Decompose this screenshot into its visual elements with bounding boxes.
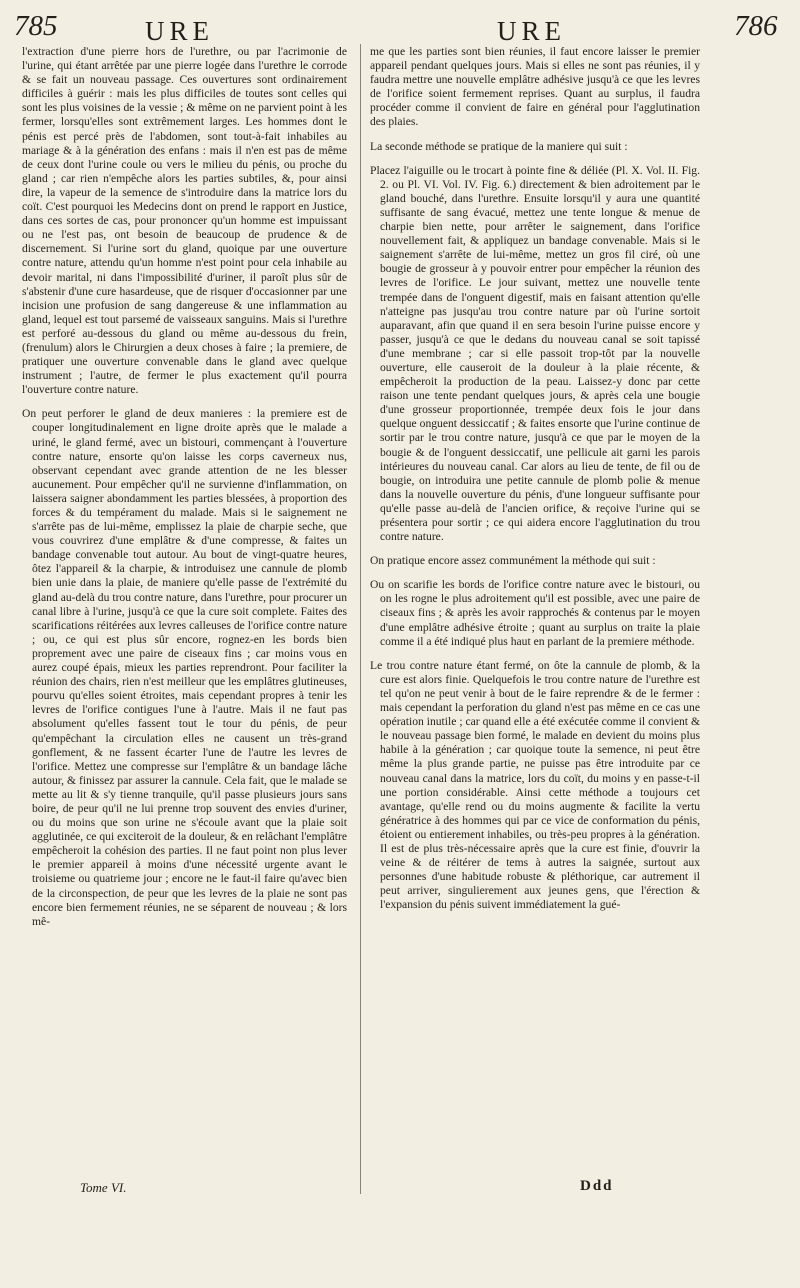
header-word-right: URE bbox=[497, 16, 566, 46]
paragraph: On peut perforer le gland de deux manieres : la premiere est de couper longitudinalement en ligne droite après que le malade a uriné, le gland fermé, avec un bistouri, commençant à l'ouverture contre nature, ensorte qu'on laisse les corps caverneux nus, observant cependant avec grande attention de ne les blesser aucunement. Pour empêcher qu'il ne survienne d'inflammation, on laissera saigner abondamment les parties blessées, à proportion des forces & du tempérament du malade. Mais si le saignement ne s'arrête pas de lui-même, emplissez la plaie de charpie seche, que vous couvrirez d'une emplâtre & d'une compresse, & faites un bandage convenable tout autour. Au bout de vingt-quatre heures, ôtez l'appareil & la charpie, & introduisez une cannule de plomb bien unie dans la plaie, de maniere qu'elle passe de l'extrémité du gland au-delà du trou contre nature, dans l'urethre, pour procurer un canal libre à l'urine, jusqu'à ce que la cure soit complete. Faites des scarifications réitérées aux levres calleuses de l'orifice contre nature ; ou, ce qui est plus sûr encore, rognez-en les bords bien proprement avec une paire de ciseaux fins ; car moins vous en aurez coupé épais, mieux les parties reprendront. Pour faciliter la réunion des chairs, rien n'est meilleur que les emplâtres glutineuses, pourvu qu'elles soient étroites, mais cependant propres à tenir les levres de l'orifice contigues l'une à l'autre. Mais il ne faut pas absolument qu'elles fassent tout le tour du pénis, de peur qu'empêchant la circulation elles ne causent un très-grand gonflement, & ne fassent écarter l'une de l'autre les levres de l'orifice. Mettez une compresse sur l'emplâtre & un bandage lâche autour, & finissez par assurer la cannule. Cela fait, que le malade se mette au lit & s'y tienne tranquile, qu'il passe plusieurs jours sans boire, de peur qu'il ne lui prenne trop souvent des envies d'uriner, ou du moins que son urine ne s'écoule avant que la plaie soit agglutinée, ce qui exciteroit de la douleur, & en relâchant l'emplâtre empêcheroit la cohésion des parties. Il ne faut point non plus lever le premier appareil à moins d'une nécessité urgente avant le troisieme ou quatrieme jour ; encore ne le faut-il faire qu'avec bien de la circonspection, de peur que les levres de la plaie ne sont pas encore bien fermement réunies, ne se séparent de nouveau ; & lors mê- bbox=[22, 407, 347, 928]
signature-mark: Ddd bbox=[580, 1178, 614, 1194]
right-column bbox=[370, 45, 700, 922]
left-column bbox=[22, 45, 347, 939]
paragraph: Placez l'aiguille ou le trocart à pointe fine & déliée (Pl. X. Vol. II. Fig. 2. ou Pl. VI. Vol. IV. Fig. 6.) directement & bien adroitement par le gland bouché, dans l'urethre. Ensuite lorsqu'il y aura une quantité suffisante de sang évacué, mettez une tente longue & menue de charpie bien nette, pour arrêter le saignement, dans l'orifice nouvellement fait, & appliquez un bandage convenable. Mais si le saignement s'arrête de lui-même, mettez un gros fil ciré, où une bougie de grosseur à y pouvoir entrer pour empêcher la réunion des levres de l'orifice. Le jour suivant, mettez une nouvelle tente trempée dans de l'onguent digestif, mais en faisant attention qu'elle n'atteigne pas jusqu'au trou contre nature par où l'urine sortoit auparavant, afin que quand il en sera besoin l'urine puisse encore y passer, jusqu'à ce que le dedans du nouveau canal se soit tapissé d'une membrane ; car si elle passoit trop-tôt par la nouvelle ouverture, elle causeroit de la douleur à la plaie récente, & empêcheroit la production de la peau. Laissez-y donc par cette raison une tente pendant quelques jours, & après cela une bougie d'une grosseur proportionnée, trempée deux fois le jour dans quelque onguent dessiccatif ; & faites ensorte que l'urine continue de sortir par le trou contre nature, jusqu'à ce que par le moyen de la bougie & de l'onguent dessiccatif, une pellicule ait garni les parois intérieures du nouveau canal. Car alors au lieu de tente, de fil ou de bougie, on introduira une petite cannule de plomb polie & menue dans la nouvelle ouverture du pénis, d'une longueur suffisante pour qu'elle passe au-delà de l'ancien orifice, & reçoive l'urine qui se présentera pour sortir ; ce qui aidera encore l'agglutination du trou contre nature. bbox=[370, 163, 700, 544]
paragraph: Ou on scarifie les bords de l'orifice contre nature avec le bistouri, ou on les rogne le plus adroitement qu'il est possible, avec une paire de ciseaux fins ; & après les avoir rapprochés & contenus par le moyen d'une emplâtre adhésive étroite ; quant au surplus on traite la plaie comme il a été indiqué plus haut en parlant de la premiere méthode. bbox=[370, 578, 700, 648]
volume-label: Tome VI. bbox=[80, 1180, 127, 1195]
column-divider bbox=[360, 44, 361, 1194]
paragraph: me que les parties sont bien réunies, il faut encore laisser le premier appareil pendant quelques jours. Mais si elles ne sont pas réunies, il y faudra mettre une nouvelle emplâtre adhésive jusqu'à ce que les levres de l'orifice soient fermement reprises. Quant au surplus, il faudra procéder comme il convient de faire en général pour l'agglutination des plaies. bbox=[370, 45, 700, 129]
running-header bbox=[0, 10, 800, 48]
header-word-left: URE bbox=[145, 16, 214, 46]
paragraph: La seconde méthode se pratique de la maniere qui suit : bbox=[370, 139, 628, 153]
paragraph: l'extraction d'une pierre hors de l'urethre, ou par l'acrimonie de l'urine, qui étant arrêtée par une pierre logée dans l'urethre le corrode & se fait un nouveau passage. Ces ouvertures sont ordinairement difficiles à guérir : mais les plus difficiles de toutes sont celles qui sont les plus voisines de la vessie ; & même on ne parvient point à les fermer, lorsqu'elles sont extrêmement larges. Les hommes dont le pénis est percé près de l'abdomen, sont tout-à-fait inhabiles au mariage & à la génération des enfans : mais il n'en est pas de même de ceux dont l'urine coule ou vers le milieu du pénis, ou proche du gland ; car rien n'empêche alors les parties subtiles, &, pour ainsi dire, la vapeur de la semence de s'introduire dans la matrice lors du coït. C'est pourquoi les Medecins dont on prend le rapport en Justice, dans ces sortes de cas, pour prononcer qu'un homme est impuissant ou ne l'est pas, ont besoin de beaucoup de prudence & de discernement. Si l'urine sort du gland, quoique par une ouverture contre nature, attendu qu'un homme n'est point pour cela inhabile au devoir marital, ni dans l'impossibilité d'uriner, il paroît plus sûr de s'abstenir d'une cure hasardeuse, que de risquer d'occasionner par une incision une profusion de sang dangereuse & une inflammation au gland, lequel est tout parsemé de vaisseaux sanguins. Mais si l'urethre est perforé au-dessous du gland ou même au-dessous du frein, (frenulum) alors le Chirurgien a deux choses à faire ; la premiere, de pratiquer une ouverture convenable dans le gland avec quelque instrument ; l'autre, de fermer le plus exactement qu'il pourra l'ouverture contre nature. bbox=[22, 45, 347, 397]
page-number-left: 785 bbox=[14, 10, 58, 42]
page-number-right: 786 bbox=[734, 10, 778, 42]
paragraph: On pratique encore assez communément la méthode qui suit : bbox=[370, 554, 656, 568]
page-footer bbox=[0, 1180, 800, 1204]
paragraph: Le trou contre nature étant fermé, on ôte la cannule de plomb, & la cure est alors finie. Quelquefois le trou contre nature de l'urethre est tel qu'on ne peut venir à bout de le faire reprendre & de le fermer : mais cependant la perforation du gland n'est pas même en ce cas une opération inutile ; car quand elle a été exécutée comme il convient & le nouveau passage bien formé, le malade en devient du moins plus habile à la génération ; car quoique toute la semence, ni peut être même la plus grande partie, ne puisse pas être introduite par ce nouveau canal dans la matrice, lors du coït, du moins y en passe-t-il une portion considérable. Ainsi cette méthode a toujours cet avantage, qu'elle rend ou du moins augmente & facilite la vertu génératrice à des hommes qui par ce vice de conformation du pénis, étoient ou entierement inhabiles, ou très-peu propres à la génération. Il est de plus très-nécessaire après que la cure est finie, d'ouvrir la veine & de réitérer de tems à autres la saignée, surtout aux personnes d'une habitude robuste & pléthorique, car autrement il peut arriver, singulierement aux jeunes gens, que l'érection & l'expansion du pénis suivent immédiatement la gué- bbox=[370, 658, 700, 912]
